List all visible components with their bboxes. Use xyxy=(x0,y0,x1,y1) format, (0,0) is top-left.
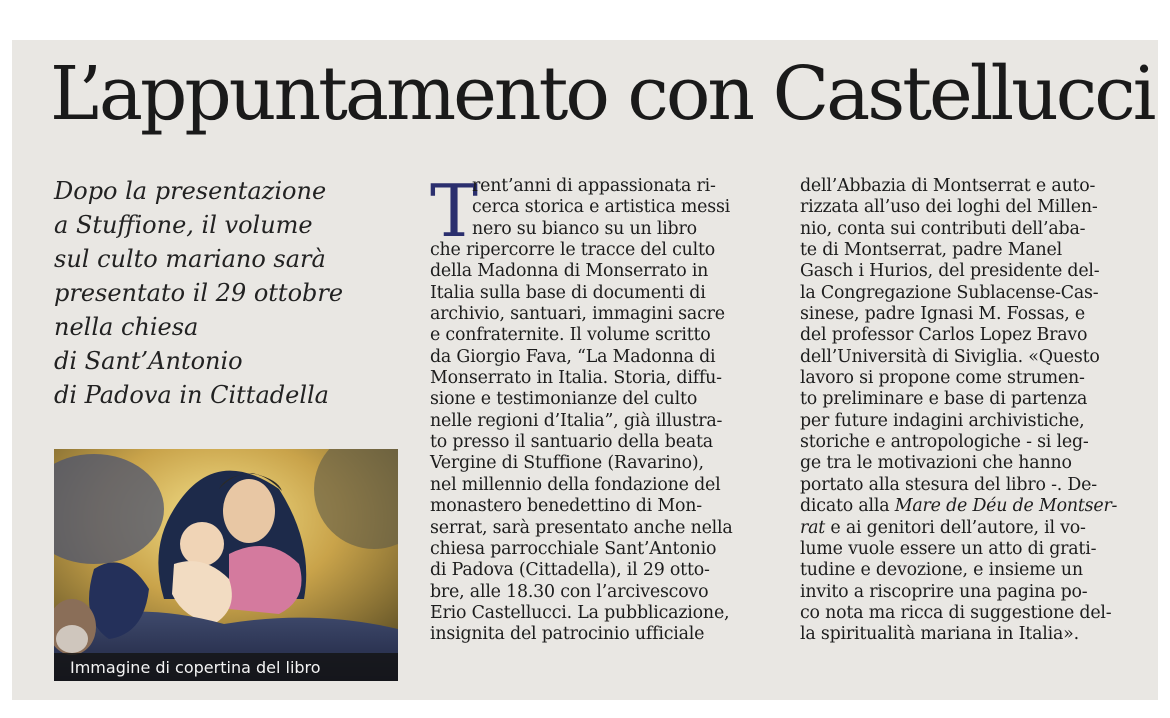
column-line: ge tra le motivazioni che hanno xyxy=(800,453,1072,474)
italic-title: rat xyxy=(800,517,826,538)
column-line: archivio, santuari, immagini sacre xyxy=(430,304,725,325)
column-line: e confraternite. Il volume scritto xyxy=(430,325,711,346)
column-line: monastero benedettino di Mon- xyxy=(430,496,702,517)
article-column-2 xyxy=(800,176,1145,646)
subheadline-line: nella chiesa xyxy=(54,313,199,341)
column-line: portato alla stesura del libro -. De- xyxy=(800,474,1097,495)
column-line: tudine e devozione, e insieme un xyxy=(800,560,1083,581)
italic-title: Mare de Déu de Montser- xyxy=(894,496,1118,517)
column-line: invito a riscoprire una pagina po- xyxy=(800,581,1088,602)
column-text: e ai genitori dell’autore, il vo- xyxy=(825,517,1086,538)
column-line: Erio Castellucci. La pubblicazione, xyxy=(430,602,730,623)
column-line: cerca storica e artistica messi xyxy=(472,197,731,218)
photo-caption: Immagine di copertina del libro xyxy=(70,658,321,677)
article-column-1 xyxy=(430,169,770,646)
column-line: Gasch i Hurios, del presidente del- xyxy=(800,261,1100,282)
article-subheadline xyxy=(54,174,404,412)
subheadline-line: di Padova in Cittadella xyxy=(54,381,329,409)
column-line: lume vuole essere un atto di grati- xyxy=(800,538,1097,559)
column-line: di Padova (Cittadella), il 29 otto- xyxy=(430,560,710,581)
column-line: to preliminare e base di partenza xyxy=(800,389,1088,410)
subheadline-line: presentato il 29 ottobre xyxy=(54,279,344,307)
column-line: lavoro si propone come strumen- xyxy=(800,368,1085,389)
column-line: to presso il santuario della beata xyxy=(430,432,713,453)
column-line: Monserrato in Italia. Storia, diffu- xyxy=(430,368,722,389)
column-line: nio, conta sui contributi dell’aba- xyxy=(800,218,1086,239)
drop-cap: T xyxy=(430,169,479,253)
madonna-painting-image xyxy=(54,449,398,681)
column-line: dell’Abbazia di Montserrat e auto- xyxy=(800,176,1096,196)
column-line: da Giorgio Fava, “La Madonna di xyxy=(430,346,716,367)
column-line: nelle regioni d’Italia”, già illustra- xyxy=(430,410,723,431)
subheadline-line: a Stuffione, il volume xyxy=(54,211,313,239)
column-line: insignita del patrocinio ufficiale xyxy=(430,624,705,645)
column-line: rent’anni di appassionata ri- xyxy=(472,176,716,196)
column-line: della Madonna di Monserrato in xyxy=(430,261,709,282)
column-line: nero su bianco su un libro xyxy=(472,218,697,239)
article-headline: L’appuntamento con Castellucci xyxy=(50,51,1154,137)
column-line: te di Montserrat, padre Manel xyxy=(800,240,1062,261)
column-line: sione e testimonianze del culto xyxy=(430,389,698,410)
column-line: dell’Università di Siviglia. «Questo xyxy=(800,346,1100,367)
column-line: bre, alle 18.30 con l’arcivescovo xyxy=(430,581,709,602)
column-line xyxy=(800,518,1145,539)
column-line: nel millennio della fondazione del xyxy=(430,474,721,495)
column-text: dicato alla xyxy=(800,496,895,517)
column-line: Vergine di Stuffione (Ravarino), xyxy=(430,453,704,474)
column-line: la Congregazione Sublacense-Cas- xyxy=(800,282,1099,303)
column-line: che ripercorre le tracce del culto xyxy=(430,240,716,261)
column-line: per future indagini archivistiche, xyxy=(800,410,1085,431)
column-line xyxy=(800,496,1145,517)
book-cover-photo xyxy=(54,449,398,681)
subheadline-line: sul culto mariano sarà xyxy=(54,245,326,273)
column-line: rizzata all’uso dei loghi del Millen- xyxy=(800,197,1098,218)
subheadline-line: Dopo la presentazione xyxy=(54,177,327,205)
column-line: Italia sulla base di documenti di xyxy=(430,282,706,303)
column-line: sinese, padre Ignasi M. Fossas, e xyxy=(800,304,1085,325)
column-line: serrat, sarà presentato anche nella xyxy=(430,517,733,538)
column-line: del professor Carlos Lopez Bravo xyxy=(800,325,1088,346)
subheadline-line: di Sant’Antonio xyxy=(54,347,243,375)
column-line: chiesa parrocchiale Sant’Antonio xyxy=(430,538,717,559)
column-line: co nota ma ricca di suggestione del- xyxy=(800,602,1112,623)
column-line: storiche e antropologiche - si leg- xyxy=(800,432,1089,453)
column-line: la spiritualità mariana in Italia». xyxy=(800,624,1079,645)
